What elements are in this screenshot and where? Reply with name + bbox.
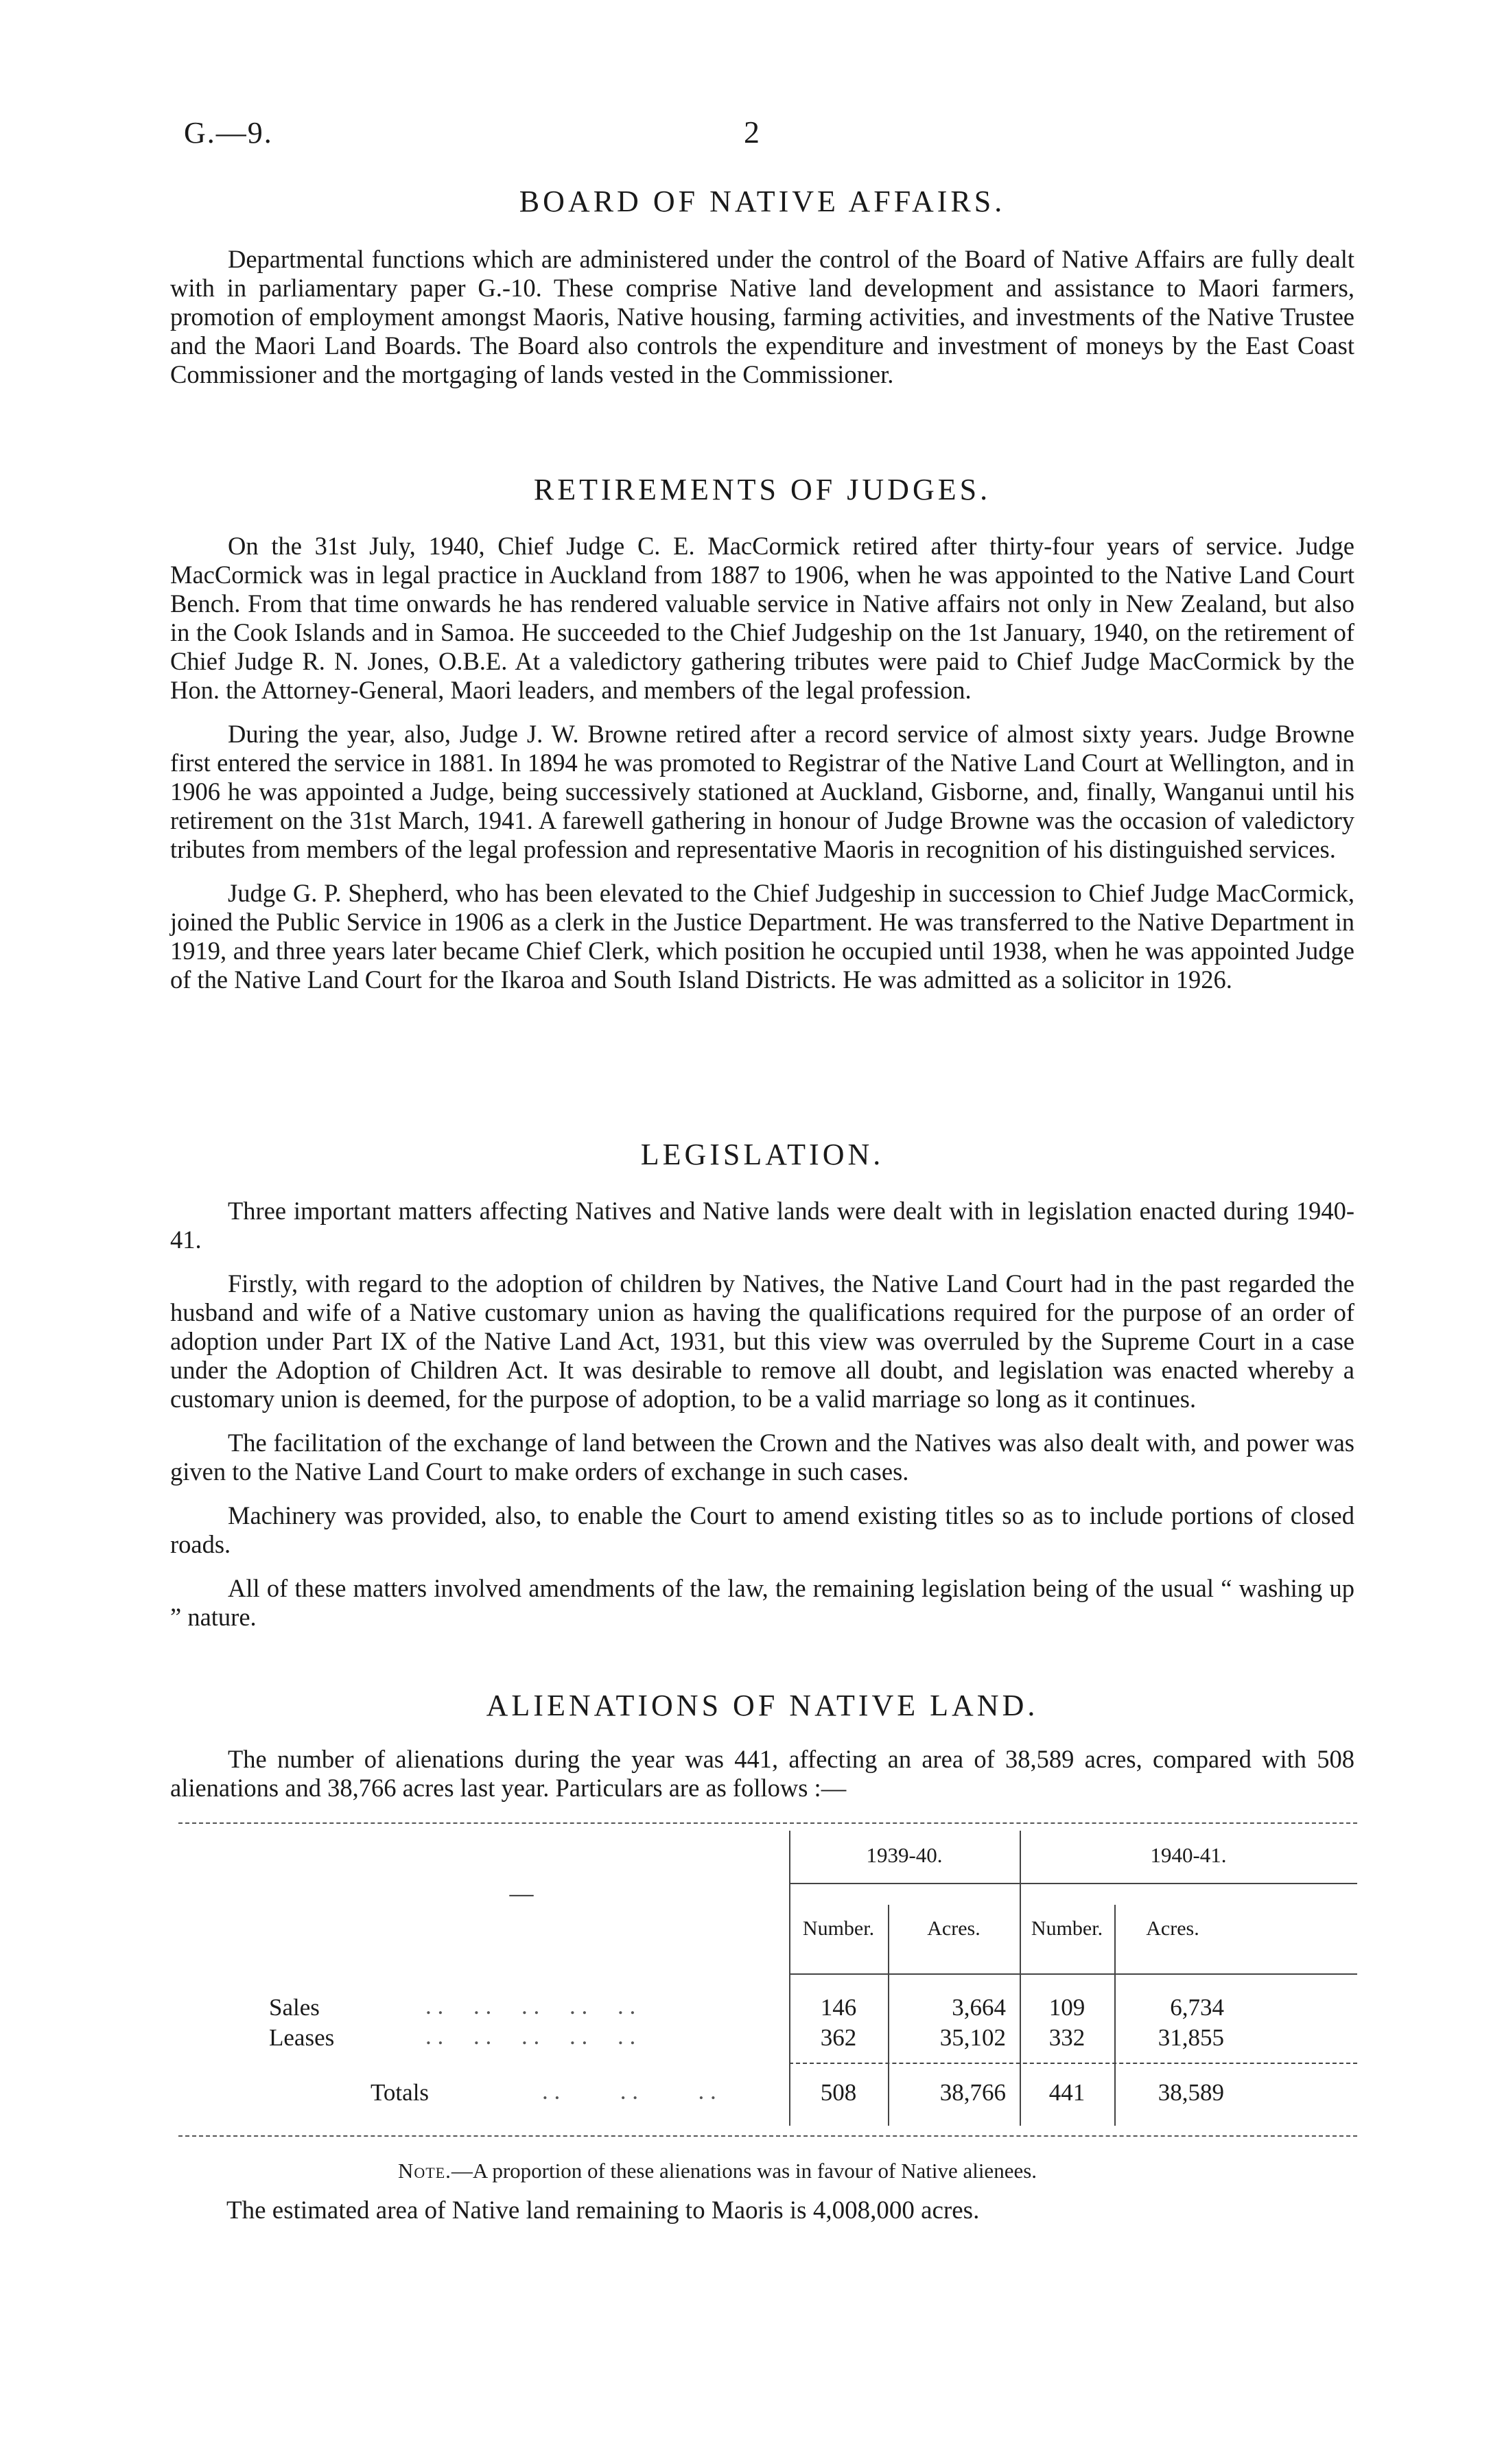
paragraph: Judge G. P. Shepherd, who has been elevated to the Chief Judgeship in succession to Chief Judge MacCormick, joined the Public Service in 1906 as a clerk in the Justice Department. He was transferred to the Native Department in 1919, and three years later became Chief Clerk, which position he occupied until 1938, when he was appointed Judge of the Native Land Court for the Ikaroa and South Island Districts. He was admitted as a solicitor in 1926. (170, 879, 1354, 994)
row-label-leases: Leases (269, 2024, 335, 2051)
note-lead: Note. (398, 2159, 451, 2183)
closing-statement: The estimated area of Native land remaining to Maoris is 4,008,000 acres. (226, 2196, 980, 2225)
table-top-rule (178, 1822, 1357, 1824)
table-cell: 3,664 (952, 1994, 1006, 2021)
paragraph: Departmental functions which are administered under the control of the Board of Native Affairs are fully dealt with in parliamentary paper G.-10. These comprise Native land development and assistance to Maori farmers, promotion of employment amongst Maoris, Native housing, farming activities, and investments of the Native Trustee and the Maori Land Boards. The Board also controls the expenditure and investment of moneys by the East Coast Commissioner and the mortgaging of lands vested in the Commissioner. (170, 245, 1354, 388)
table-note (398, 2159, 1037, 2183)
table-header-rule (789, 1973, 1357, 1975)
section-board-of-native-affairs (170, 184, 1354, 389)
document-reference: G.—9. (184, 116, 273, 150)
section-heading: BOARD OF NATIVE AFFAIRS. (519, 185, 1006, 218)
table-cell: 146 (820, 1994, 857, 2021)
row-label-totals: Totals (371, 2079, 430, 2106)
section-heading: ALIENATIONS OF NATIVE LAND. (486, 1689, 1039, 1722)
paragraph: The facilitation of the exchange of land between the Crown and the Natives was also dealt with, and power was given to the Native Land Court to make orders of exchange in such cases. (170, 1429, 1354, 1486)
table-cell: 38,589 (1158, 2079, 1224, 2106)
dot-leader: . . . . . . (542, 2078, 716, 2104)
group-header-1939-40: 1939-40. (866, 1843, 943, 1867)
dot-leader: . . . . . . . . . . (425, 1993, 636, 2019)
paragraph: During the year, also, Judge J. W. Browne retired after a record service of almost sixty years. Judge Browne first entered the service in 1881. In 1894 he was promoted to Registrar of the Native Land Court at Wellington, and in 1906 he was appointed a Judge, being successively stationed at Auckland, Gisborne, and, finally, Wanganui until his retirement on the 31st March, 1941. A farewell gathering in honour of Judge Browne was the occasion of valedictory tributes from members of the legal profession and representative Maoris in recognition of his distinguished services. (170, 720, 1354, 863)
section-heading: LEGISLATION. (640, 1138, 884, 1171)
paragraph: Three important matters affecting Natives and Native lands were dealt with in legislation enacted during 1940-41. (170, 1197, 1354, 1254)
table-header-rule (789, 1883, 1357, 1884)
note-text: —A proportion of these alienations was in favour of Native alienees. (451, 2159, 1037, 2183)
column-header-number: Number. (802, 1917, 875, 1940)
group-header-1940-41: 1940-41. (1150, 1843, 1227, 1867)
table-total-rule (789, 2063, 1357, 2064)
table-cell: 362 (820, 2024, 857, 2051)
table-cell: 332 (1048, 2024, 1085, 2051)
paragraph: The number of alienations during the year was 441, affecting an area of 38,589 acres, compared with 508 alienations and 38,766 acres last year. Particulars are as follows :— (170, 1745, 1354, 1802)
page-number: 2 (744, 115, 760, 150)
table-bottom-rule (178, 2135, 1357, 2137)
table-cell: 31,855 (1158, 2024, 1224, 2051)
section-legislation (170, 1137, 1354, 1632)
section-retirements-of-judges (170, 472, 1354, 994)
table-cell: 508 (820, 2079, 857, 2106)
paragraph: All of these matters involved amendments of the law, the remaining legislation being of the usual “ washing up ” nature. (170, 1574, 1354, 1631)
column-header-acres: Acres. (927, 1917, 981, 1940)
dot-leader: . . . . . . . . . . (425, 2023, 636, 2050)
paragraph: On the 31st July, 1940, Chief Judge C. E. MacCormick retired after thirty-four years of service. Judge MacCormick was in legal practice in Auckland from 1887 to 1906, when he was appointed to the Native Land Court Bench. From that time onwards he has rendered valuable service in Native affairs not only in New Zealand, but also in the Cook Islands and in Samoa. He succeeded to the Chief Judgeship on the 1st January, 1940, on the retirement of Chief Judge R. N. Jones, O.B.E. At a valedictory gathering tributes were paid to Chief Judge MacCormick by the Hon. the Attorney-General, Maori leaders, and members of the legal profession. (170, 532, 1354, 704)
table-cell: 35,102 (939, 2024, 1006, 2051)
table-cell: 109 (1048, 1994, 1085, 2021)
section-alienations-of-native-land (170, 1688, 1354, 1803)
column-header-acres: Acres. (1146, 1917, 1199, 1940)
column-header-number: Number. (1031, 1917, 1103, 1940)
section-heading: RETIREMENTS OF JUDGES. (533, 473, 991, 506)
table-stub-header: — (509, 1880, 534, 1907)
row-label-sales: Sales (269, 1994, 320, 2021)
table-cell: 441 (1048, 2079, 1085, 2106)
paragraph: Machinery was provided, also, to enable the Court to amend existing titles so as to include portions of closed roads. (170, 1501, 1354, 1558)
table-cell: 38,766 (939, 2079, 1006, 2106)
paragraph: Firstly, with regard to the adoption of children by Natives, the Native Land Court had in the past regarded the husband and wife of a Native customary union as having the qualifications required for the purpose of an order of adoption under Part IX of the Native Land Act, 1931, but this view was overruled by the Supreme Court in a case under the Adoption of Children Act. It was desirable to remove all doubt, and legislation was enacted whereby a customary union is deemed, for the purpose of adoption, to be a valid marriage so long as it continues. (170, 1269, 1354, 1413)
table-cell: 6,734 (1170, 1994, 1224, 2021)
